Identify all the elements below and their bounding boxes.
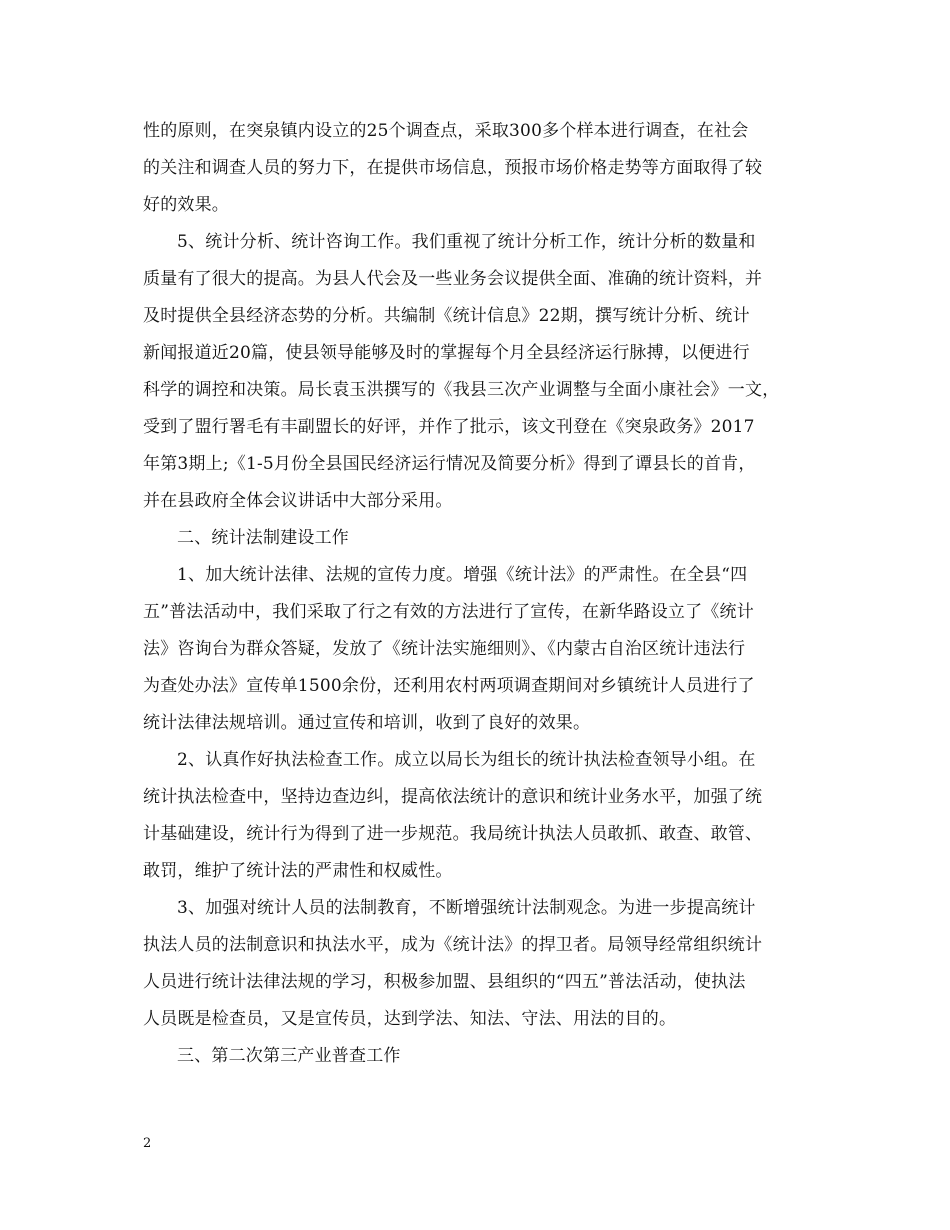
text-line: 质量有了很大的提高。为县人代会及一些业务会议提供全面、准确的统计资料，并: [143, 269, 763, 289]
paragraph-start-line: 3、加强对统计人员的法制教育，不断增强统计法制观念。为进一步提高统计: [177, 898, 756, 918]
text-line: 法》咨询台为群众答疑，发放了《统计法实施细则》、《内蒙古自治区统计违法行: [143, 639, 746, 659]
text-line: 的关注和调查人员的努力下，在提供市场信息，预报市场价格走势等方面取得了较: [143, 158, 763, 178]
text-line: 人员进行统计法律法规的学习，积极参加盟、县组织的“四五”普法活动，使执法: [143, 972, 746, 992]
text-line: 计基础建设，统计行为得到了进一步规范。我局统计执法人员敢抓、敢查、敢管、: [143, 824, 763, 844]
text-line: 敢罚，维护了统计法的严肃性和权威性。: [143, 861, 453, 881]
text-line: 受到了盟行署毛有丰副盟长的好评，并作了批示，该文刊登在《突泉政务》2017: [143, 417, 755, 437]
text-line: 人员既是检查员，又是宣传员，达到学法、知法、守法、用法的目的。: [143, 1009, 677, 1029]
text-line: 五”普法活动中，我们采取了行之有效的方法进行了宣传，在新华路设立了《统计: [143, 602, 754, 622]
text-line: 年第3期上;《1-5月份全县国民经济运行情况及简要分析》得到了谭县长的首肯，: [143, 454, 756, 474]
text-line: 执法人员的法制意识和执法水平，成为《统计法》的捍卫者。局领导经常组织统计: [143, 935, 763, 955]
section-heading: 二、统计法制建设工作: [177, 528, 349, 548]
text-line: 科学的调控和决策。局长袁玉洪撰写的《我县三次产业调整与全面小康社会》一文，: [143, 380, 780, 400]
paragraph-start-line: 2、认真作好执法检查工作。成立以局长为组长的统计执法检查领导小组。在: [177, 750, 756, 770]
page-number: 2: [143, 1136, 152, 1151]
text-line: 并在县政府全体会议讲话中大部分采用。: [143, 491, 453, 511]
text-line: 统计执法检查中，坚持边查边纠，提高依法统计的意识和统计业务水平，加强了统: [143, 787, 763, 807]
paragraph-start-line: 5、统计分析、统计咨询工作。我们重视了统计分析工作，统计分析的数量和: [177, 232, 756, 252]
text-line: 好的效果。: [143, 195, 229, 215]
section-heading: 三、第二次第三产业普查工作: [177, 1046, 401, 1066]
text-line: 为查处办法》宣传单1500余份，还利用农村两项调查期间对乡镇统计人员进行了: [143, 676, 755, 696]
text-line: 统计法律法规培训。通过宣传和培训，收到了良好的效果。: [143, 713, 591, 733]
paragraph-start-line: 1、加大统计法律、法规的宣传力度。增强《统计法》的严肃性。在全县“四: [177, 565, 748, 585]
text-line: 性的原则，在突泉镇内设立的25个调查点，采取300多个样本进行调查，在社会: [143, 121, 749, 141]
text-line: 及时提供全县经济态势的分析。共编制《统计信息》22期，撰写统计分析、统计: [143, 306, 750, 326]
text-line: 新闻报道近20篇，使县领导能够及时的掌握每个月全县经济运行脉搏，以便进行: [143, 343, 750, 363]
